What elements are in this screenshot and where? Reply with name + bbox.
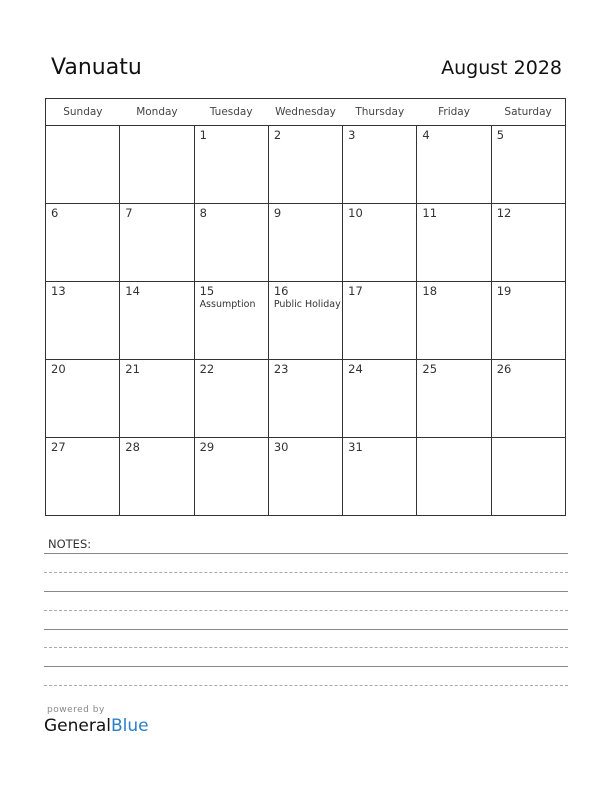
day-number: 24 [348,362,363,376]
month-year-title: August 2028 [441,57,562,79]
day-cell [417,204,491,282]
calendar-grid [45,98,566,516]
day-cell [194,126,268,204]
day-number: 20 [51,362,66,376]
note-line [44,610,568,611]
day-number: 3 [348,128,356,142]
day-cell [417,438,491,516]
day-cell [120,126,194,204]
day-cell [491,126,565,204]
note-line [44,666,568,667]
day-number [120,126,193,128]
day-number: 14 [125,284,140,298]
day-cell [417,126,491,204]
day-cell [46,126,120,204]
day-number: 27 [51,440,66,454]
note-line [44,685,568,686]
day-cell [194,438,268,516]
note-line [44,591,568,592]
brand-name-part2: Blue [111,716,149,736]
day-number: 6 [51,206,59,220]
day-cell [491,438,565,516]
powered-by-text: powered by [47,705,105,715]
day-number: 1 [199,128,207,142]
weekday-monday: Monday [120,99,194,126]
day-cell [343,282,417,360]
day-number: 19 [496,284,512,298]
holiday-label: Assumption [199,299,256,310]
day-cell [194,282,268,360]
note-line [44,553,568,554]
day-cell [491,360,565,438]
day-cell [268,126,342,204]
day-number: 17 [348,284,363,298]
day-cell [491,204,565,282]
day-number: 22 [199,362,215,376]
day-number: 7 [125,206,133,220]
weekday-tuesday: Tuesday [194,99,268,126]
day-cell [268,360,342,438]
day-cell [120,282,194,360]
day-number: 29 [199,440,215,454]
day-number: 23 [273,362,289,376]
brand-name-part1: General [44,716,111,736]
day-number [46,126,119,128]
day-number: 5 [496,128,505,142]
weekday-header-row [46,99,566,126]
day-cell [343,438,417,516]
notes-label: NOTES: [48,537,92,551]
day-number: 30 [273,440,289,454]
day-cell [120,204,194,282]
day-number: 15 [199,284,215,298]
day-cell [46,204,120,282]
week-row [46,204,566,282]
day-cell [343,126,417,204]
day-number [492,438,565,440]
day-number: 31 [348,440,363,454]
weekday-sunday: Sunday [46,99,120,126]
week-row [46,126,566,204]
day-cell [194,204,268,282]
country-title: Vanuatu [51,55,142,80]
week-row [46,438,566,516]
week-row [46,282,566,360]
day-number: 25 [422,362,438,376]
holiday-label: Public Holiday [273,299,341,310]
weekday-wednesday: Wednesday [268,99,342,126]
day-cell [120,360,194,438]
day-cell [417,282,491,360]
day-cell [120,438,194,516]
day-cell [46,360,120,438]
day-number: 26 [496,362,512,376]
day-cell [343,360,417,438]
day-number: 2 [273,128,282,142]
day-number [417,438,490,440]
day-number: 4 [422,128,430,142]
brand-logo [44,716,149,736]
week-row [46,360,566,438]
day-cell [268,282,342,360]
note-line [44,572,568,573]
day-cell [491,282,565,360]
day-number: 18 [422,284,438,298]
note-line [44,629,568,630]
day-cell [343,204,417,282]
day-number: 12 [496,206,512,220]
day-cell [46,282,120,360]
day-cell [268,438,342,516]
day-cell [194,360,268,438]
day-cell [417,360,491,438]
day-number: 16 [273,284,289,298]
day-number: 21 [125,362,140,376]
day-number: 28 [125,440,140,454]
day-number: 13 [51,284,66,298]
weekday-friday: Friday [417,99,491,126]
day-cell [268,204,342,282]
day-cell [46,438,120,516]
day-number: 9 [273,206,282,220]
weekday-thursday: Thursday [343,99,417,126]
day-number: 8 [199,206,207,220]
note-line [44,647,568,648]
day-number: 10 [348,206,363,220]
day-number: 11 [422,206,438,220]
weekday-saturday: Saturday [491,99,565,126]
